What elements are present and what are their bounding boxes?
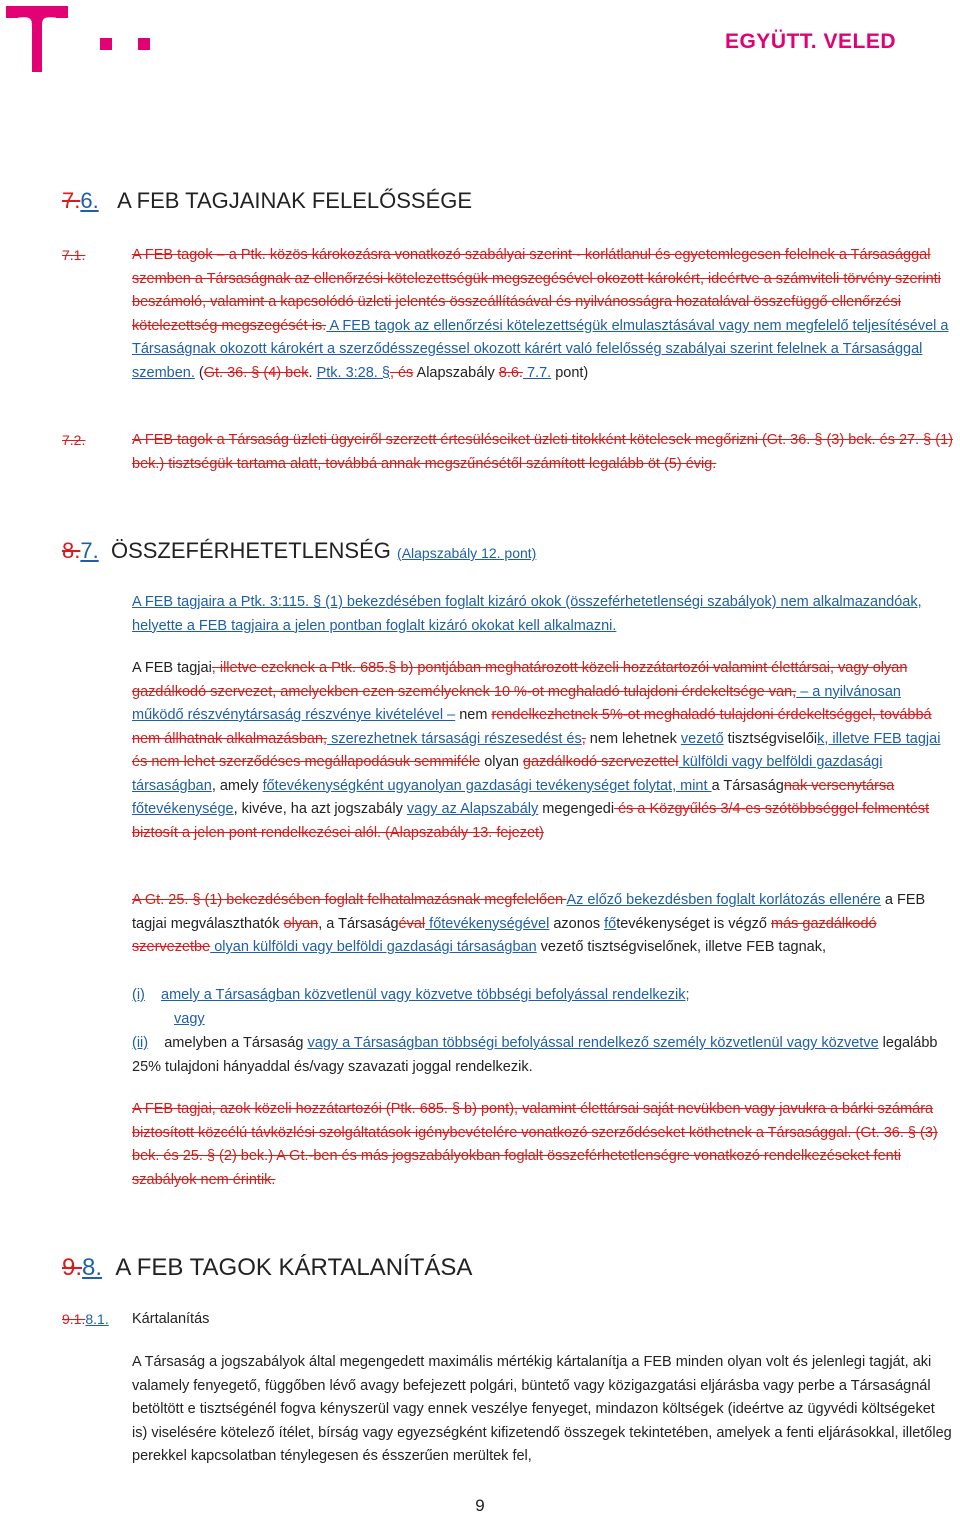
heading-number-inserted: 8.: [82, 1254, 103, 1281]
subsection-number: [62, 1311, 109, 1327]
text: , kivéve, ha azt jogszabály: [233, 801, 407, 817]
deleted-text: , illetve ezeknek a Ptk. 685.§ b) pontjában meghatározott közeli hozzátartozói valamint élettársai, vagy olyan gazdálkodó szervezet, amelyekben ezen személyeknek 10 %-ot meghaladó tulajdoni érdekeltsége van,: [132, 660, 908, 700]
list-label: (i): [132, 987, 145, 1003]
inserted-text: főtevékenysége: [132, 801, 234, 817]
deleted-text: A Gt. 25. § (1) bekezdésében foglalt felhatalmazásnak megfelelően: [132, 892, 567, 908]
paragraph-number: 7.1.: [62, 247, 86, 263]
deleted-text: , és: [389, 364, 414, 381]
paragraph-indemnification: A Társaság a jogszabályok által megengedett maximális mértékig kártalanítja a FEB minden olyan volt és jelenlegi tagját, aki valamely fenyegető, függőben lévő avagy befejezett polgári, büntető vagy közigazgatási eljárásba vagy perbe a Társaságnál betöltött e tisztségénél fogva kényszerül vagy ennek veszélye fenyeget, mindazon költségek (ideértve az ügyvédi költségeket is) viselésére kötelező ítélet, bírság vagy egyezségként kifizetendő összegek tekintetében, amelyek a fenti eljárásokkal, illetőleg perekkel kapcsolatban ténylegesen és ésszerűen merültek fel,: [132, 1354, 952, 1464]
inserted-text: olyan külföldi vagy belföldi gazdasági társaságban: [210, 939, 537, 955]
paragraph-7-2: [132, 429, 954, 476]
text: , amely: [211, 777, 263, 794]
text: pont): [551, 364, 589, 381]
inserted-text: fő: [604, 915, 617, 932]
subsection-title: Kártalanítás: [132, 1311, 210, 1327]
telekom-logo-icon: [4, 4, 154, 72]
heading-title: A FEB TAGOK KÁRTALANÍTÁSA: [115, 1254, 473, 1281]
inserted-text: A FEB tagok az ellenőrzési kötelezettségük elmulasztásával vagy nem megfelelő teljesítésével a Társaságnak okozott károkért a szerződésszegéssel okozott kárért való felelősség szabályai szerint felelnek a Társasággal szemben.: [132, 317, 949, 381]
text: a FEB tagjai megválaszthatók: [132, 892, 926, 932]
inserted-text: 7.7.: [522, 364, 552, 381]
inserted-text: Ptk. 3:28. §: [316, 364, 390, 381]
inserted-text: vagy a Társaságban többségi befolyással rendelkező személy közvetlenül vagy közvetve: [307, 1035, 879, 1051]
text: vezető tisztségviselőnek, illetve FEB tagnak,: [536, 939, 826, 955]
inserted-text: 8.1.: [85, 1311, 109, 1327]
text: tevékenységet is végző: [616, 915, 771, 932]
paragraph-main-rules: [132, 657, 954, 845]
inserted-text: vagy az Alapszabály: [406, 801, 539, 817]
brand-slogan: EGYÜTT. VELED: [724, 30, 896, 53]
inserted-text: vezető: [680, 730, 724, 747]
page-number: 9: [475, 1496, 485, 1515]
deleted-text: gazdálkodó szervezettel: [522, 754, 679, 770]
text: amelyben a Társaság: [164, 1035, 308, 1051]
heading-number-deleted: 8.: [62, 538, 81, 563]
list-item-i: [132, 984, 954, 1008]
deleted-text: más gazdálkodó szervezetbe: [132, 915, 877, 955]
inserted-text: szerezhetnek társasági részesedést és: [327, 730, 582, 747]
heading-title: ÖSSZEFÉRHETETLENSÉG: [110, 538, 391, 563]
text: .: [308, 364, 317, 381]
deleted-text: A FEB tagok – a Ptk. közös károkozásra vonatkozó szabályai szerint - korlátlanul és egyetemlegesen felelnek a Társasággal szemben a Társaságnak az ellenőrzési kötelezettségük megszegésével okozott károkért, ideértve a számviteli törvény szerinti beszámoló, valamint a kapcsolódó üzleti jelentés összeállításával és nyilvánosságra hozatalával összefüggő ellenőrzési kötelezettség megszegését is.: [132, 247, 941, 334]
deleted-text: ,: [581, 730, 586, 747]
paragraph-exceptions: [132, 889, 954, 960]
deleted-text: rendelkezhetnek 5%-ot meghaladó tulajdoni érdekeltséggel, továbbá nem állhatnak alkalmazásban,: [132, 707, 932, 747]
heading-title: A FEB TAGJAINAK FELELŐSSÉGE: [117, 188, 473, 213]
inserted-text: k, illetve FEB tagjai: [817, 730, 941, 747]
heading-number-deleted: 7.: [62, 188, 81, 213]
paragraph-7-1: [132, 244, 954, 385]
text: Alapszabály: [413, 364, 499, 381]
heading-number-deleted: 9.: [62, 1254, 83, 1281]
deleted-text: 8.6.: [498, 364, 523, 381]
deleted-text: Gt. 36. § (4) bek: [203, 364, 309, 381]
inserted-text: A FEB tagjaira a Ptk. 3:115. § (1) bekezdésében foglalt kizáró okok (összeférhetetlenségi szabályok) nem alkalmazandóak, helyette a FEB tagjaira a jelen pontban foglalt kizáró okokat kell alkalmazni.: [132, 594, 922, 634]
inserted-text: Az előző bekezdésben foglalt korlátozás ellenére: [566, 892, 881, 908]
text: megengedi: [538, 801, 615, 817]
inserted-text: vagy: [174, 1011, 205, 1027]
text: nem: [455, 707, 492, 723]
text: nem lehetnek: [585, 730, 681, 747]
list-connector: [174, 1008, 374, 1032]
deleted-text: nak versenytársa: [783, 777, 895, 794]
deleted-text: éval: [398, 915, 426, 932]
deleted-text: A FEB tagjai, azok közeli hozzátartozói (Ptk. 685. § b) pont), valamint élettársai saját nevükben vagy javukra a bárki számára biztosított közcélú távközlési szolgáltatások igénybevételére vonatkozó szerződéseket köthetnek a Társasággal. (Gt. 36. § (3) bek. és 25. § (2) bek.) A Gt.-ben és más jogszabályokban foglalt összeférhetetlenségre vonatkozó rendelkezéseket fenti szabályok nem érintik.: [132, 1101, 938, 1188]
section-heading-indemnification: [62, 1254, 472, 1282]
text: tisztségviselői: [723, 730, 818, 747]
paragraph-number: 7.2.: [62, 432, 86, 448]
heading-subtitle: (Alapszabály 12. pont): [397, 545, 537, 561]
heading-number-inserted: 7.: [80, 538, 99, 563]
list-item-ii: [132, 1032, 954, 1079]
deleted-text: olyan: [283, 915, 319, 932]
paragraph-deleted-telecom: [132, 1098, 954, 1192]
list-label: (ii): [132, 1035, 149, 1051]
text: (: [194, 364, 204, 381]
heading-number-inserted: 6.: [80, 188, 99, 213]
deleted-text: és a Közgyűlés 3/4-es szótöbbséggel felmentést biztosít a jelen pont rendelkezései alól. (Alapszabály 13. fejezet): [132, 801, 930, 841]
text: legalább 25% tulajdoni hányaddal és/vagy szavazati joggal rendelkezik.: [132, 1035, 938, 1075]
text: A FEB tagjai: [132, 660, 212, 676]
deleted-text: A FEB tagok a Társaság üzleti ügyeiről szerzett értesüléseiket üzleti titokként kötelesek megőrizni (Gt. 36. § (3) bek. és 27. § (1) bek.) tisztségük tartama alatt, továbbá annak megszűnésétől számított legalább öt (5) évig.: [132, 432, 953, 472]
text: a Társaság: [711, 777, 784, 794]
deleted-text: 9.1.: [62, 1311, 86, 1327]
inserted-text: külföldi vagy belföldi gazdasági társaságban: [132, 754, 883, 794]
inserted-text: – a nyilvánosan működő részvénytársaság részvénye kivételével –: [132, 683, 901, 723]
section-heading-incompatibility: [62, 538, 536, 564]
deleted-text: és nem lehet szerződéses megállapodásuk semmiféle: [132, 754, 481, 770]
inserted-text: főtevékenységével: [425, 915, 550, 932]
inserted-text: főtevékenységként ugyanolyan gazdasági tevékenységet folytat, mint: [262, 777, 712, 794]
text: azonos: [549, 915, 605, 932]
text: , a Társaság: [318, 915, 399, 932]
section-heading-feb-liability: [62, 188, 472, 214]
text: olyan: [480, 754, 523, 770]
inserted-text: amely a Társaságban közvetlenül vagy közvetve többségi befolyással rendelkezik;: [161, 987, 690, 1003]
paragraph-intro: [132, 591, 954, 638]
